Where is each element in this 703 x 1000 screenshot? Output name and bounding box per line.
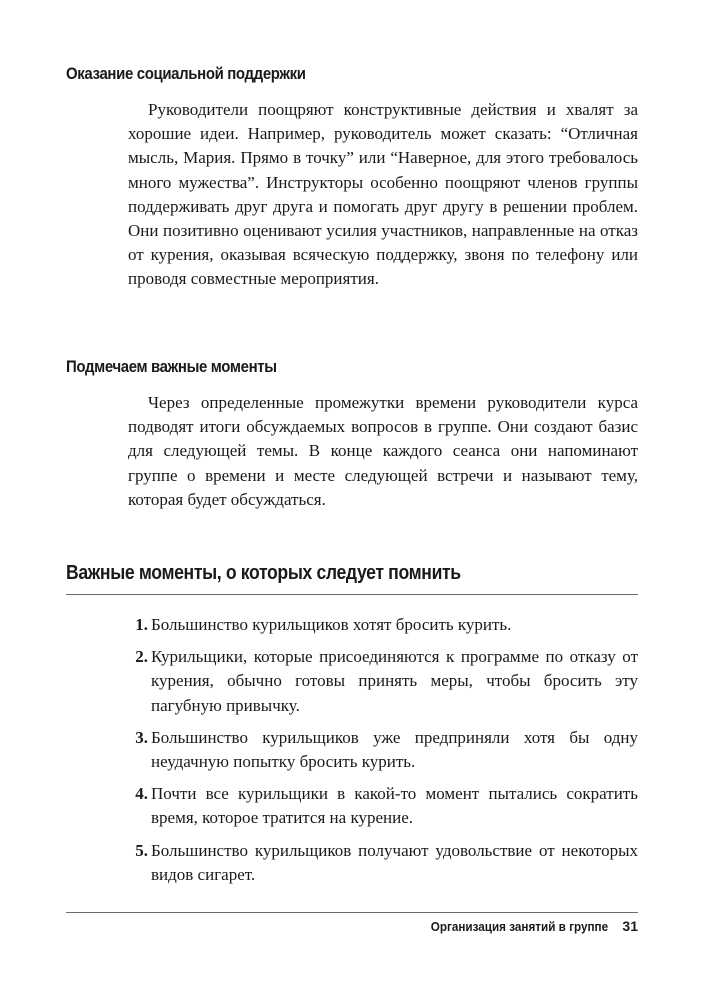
list-item-text: Курильщики, которые присоединяются к программе по отказу от курения, обычно готовы принять меры, чтобы бросить эту пагубную привычку. xyxy=(151,647,638,715)
footer-divider xyxy=(66,912,638,913)
list-item xyxy=(128,613,638,637)
list-item xyxy=(128,645,638,718)
section-heading-key-moments: Подмечаем важные моменты xyxy=(66,357,277,376)
heading-divider xyxy=(66,594,638,595)
list-item xyxy=(128,782,638,830)
list-item xyxy=(128,839,638,887)
list-item-number: 3. xyxy=(135,727,148,747)
list-item-number: 4. xyxy=(135,784,148,804)
section-heading-social-support: Оказание социальной поддержки xyxy=(66,64,306,83)
list-item-number: 2. xyxy=(135,647,148,667)
list-item-text: Большинство курильщиков хотят бросить курить. xyxy=(151,615,512,634)
list-item-number: 1. xyxy=(135,615,148,634)
list-item-number: 5. xyxy=(135,840,148,860)
running-footer-title: Организация занятий в группе xyxy=(431,919,609,934)
list-item-text: Почти все курильщики в какой-то момент пытались сократить время, которое тратится на курение. xyxy=(151,784,638,828)
list-item-text: Большинство курильщиков уже предприняли хотя бы одну неудачную попытку бросить курить. xyxy=(151,727,638,772)
key-points-heading: Важные моменты, о которых следует помнить xyxy=(66,562,461,584)
list-item-text: Большинство курильщиков получают удовольствие от некоторых видов сигарет. xyxy=(151,840,638,884)
book-page xyxy=(66,0,638,1000)
section-paragraph-social-support: Руководители поощряют конструктивные действия и хвалят за хорошие идеи. Например, руководитель может сказать: “Отличная мысль, Мария. Прямо в точку” или “Наверное, для этого требовалось много мужества”. Инструкторы особенно поощряют членов группы поддерживать друг друга и помогать друг другу в решении проблем. Они позитивно оценивают усилия участников, направленные на отказ от курения, оказывая всяческую поддержку, звоня по телефону или проводя совместные мероприятия. xyxy=(128,100,638,289)
list-item xyxy=(128,726,638,774)
key-points-list xyxy=(128,613,638,895)
section-paragraph-key-moments: Через определенные промежутки времени руководители курса подводят итоги обсуждаемых вопросов в группе. Они создают базис для следующей темы. В конце каждого сеанса они напоминают группе о времени и месте следующей встречи и называют тему, которая будет обсуждаться. xyxy=(128,393,638,509)
page-footer xyxy=(411,918,638,934)
page-number: 31 xyxy=(622,918,638,934)
